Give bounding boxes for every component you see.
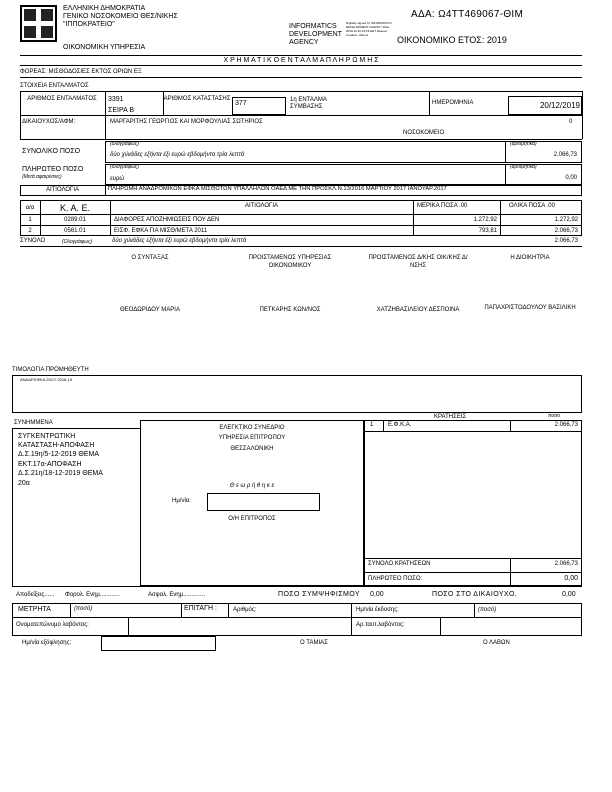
lavon-label: Ο ΛΑΒΩΝ (483, 640, 510, 646)
theorithike: Θ ε ω ρ ή θ η κ ε (229, 483, 275, 489)
row-aitiologia: ΕΙΣΦ. ΕΦΚΑ ΓΙΑ ΜΙΣΘ/ΜΕΤΑ 2011 (114, 228, 208, 234)
epitagi-label: ΕΠΙΤΑΓΗ : (184, 605, 217, 612)
org-line-2: ΓΕΝΙΚΟ ΝΟΣΟΚΟΜΕΙΟ ΘΕΣ/ΝΙΚΗΣ (63, 13, 178, 20)
signature-title-1: Ο ΣΥΝΤΑΞΑΣ (131, 255, 169, 261)
asfal-enim: Ασφαλ. Ενημ............. (148, 592, 205, 598)
dikaiouxos-value: ΜΑΡΓΑΡΙΤΗΣ ΓΕΩΡΓΙΟΣ ΚΑΙ ΜΟΡΦΟΥΛΙΑΣ ΣΩΤΗΡΙΟΣ (110, 119, 263, 125)
signature-name-3: ΧΑΤΖΗΒΑΣΙΛΕΙΟΥ ΔΕΣΠΟΙΝΑ (376, 307, 460, 313)
document-title: Χ Ρ Η Μ Α Τ Ι Κ Ο Ε Ν Τ Α Λ Μ Α Π Λ Η Ρ Ω Μ Η Σ (223, 57, 379, 64)
signature-name-2: ΠΕΤΚΑΡΗΣ ΚΩΝ/ΝΟΣ (259, 307, 321, 313)
pliroteo-final-value: 0,00 (564, 575, 578, 582)
imnia-field[interactable] (207, 493, 320, 511)
kratisi-amount: 2.066,73 (554, 422, 578, 428)
col-merika-header: ΜΕΡΙΚΑ ΠΟΣΑ .00 (417, 203, 468, 209)
kratisi-name: Ε.Φ.Κ.Α. (388, 422, 412, 428)
dikaiouxos-label: ΔΙΚΑΙΟΥΧΟΣ/ΑΦΜ: (22, 119, 76, 125)
attachment-3: Δ.Σ.19η/5-12-2019 ΘΕΜΑ (18, 451, 99, 458)
signature-title-2: ΠΡΟΙΣΤΑΜΕΝΟΣ ΥΠΗΡΕΣΙΑΣ ΟΙΚΟΝΟΜΙΚΟΥ (248, 255, 332, 269)
date-value: 20/12/2019 (539, 101, 580, 110)
pliroteo-words: ευρώ (110, 176, 125, 182)
stoixeia-label: ΣΤΟΙΧΕΙΑ ΕΝΤΑΛΜΑΤΟΣ (20, 83, 89, 89)
col-aa-header: α/α (25, 205, 35, 211)
elegktiko-line-2: ΥΠΗΡΕΣΙΑ ΕΠΙΤΡΟΠΟΥ (218, 435, 286, 441)
kratisi-aa: 1 (370, 422, 374, 428)
pliroteo-label: ΠΛΗΡΩΤΕΟ ΠΟΣΟ (22, 166, 84, 173)
pliroteo-arithmitika-label: (αριθμητικά) (510, 164, 537, 170)
epitagi-poso-label: (ποσό) (478, 607, 497, 613)
pliroteo-olografos-label: (ολογράφως) (110, 164, 139, 170)
metrita-label: ΜΕΤΡΗΤΑ (18, 606, 51, 613)
service-name: ΟΙΚΟΝΟΜΙΚΗ ΥΠΗΡΕΣΙΑ (63, 44, 146, 51)
pliroteo-number: 0,00 (565, 175, 577, 181)
imnia-label: Ημ/νία: (172, 498, 191, 504)
publisher-line-2: DEVELOPMENT (289, 31, 342, 38)
poso-label: ποσό (548, 413, 561, 419)
synolo-words: δύο χιλιάδες εξήντα έξι ευρώ εβδομήντα τρία λεπτά (112, 238, 247, 244)
publisher-line-1: INFORMATICS (289, 23, 337, 30)
arithmos-entalmatos-label: ΑΡΙΘΜΟΣ ΕΝΤΑΛΜΑΤΟΣ (27, 96, 97, 102)
arithmos-entalmatos-value: 3391 (108, 96, 124, 103)
poso-symfimismou-label: ΠΟΣΟ ΣΥΜΨΗΦΙΣΜΟΥ (278, 591, 360, 598)
aitiologia-value: ΠΛΗΡΩΜΗ ΑΝΑΔΡΟΜΙΚΩΝ ΕΦΚΑ ΜΙΣΘΩΤΩΝ ΥΠΑΛΛΗΛΩΝ ΟΑΕΔ ΜΕ ΤΗΝ ΠΡΟΣΚΛ.Ν.13/2016 ΜΑΡΤΙΟΥ 2017 ΙΑΝΟΥΑΡ.2017 (108, 186, 447, 192)
timologia-value: ΑΝΑΔΡ.ΕΦΚΑ 2017/ 2018-19 (20, 377, 73, 382)
synolo-kratiseon-value: 2.066,73 (554, 561, 578, 567)
signature-name-4: ΠΑΠΑΧΡΙΣΤΟΔΟΥΛΟΥ ΒΑΣΙΛΙΚΗ (484, 305, 576, 311)
col-kae-header: Κ. Α. Ε. (59, 203, 90, 213)
arithmos-katastasis-label: ΑΡΙΘΜΟΣ ΚΑΤΑΣΤΑΣΗΣ (163, 96, 231, 102)
synolo-number: 2.066,73 (554, 238, 578, 244)
signature-title-3: ΠΡΟΙΣΤΑΜΕΝΟΣ Δ/ΚΗΣ ΟΙΚ/ΚΗΣ Δ/ΝΣΗΣ (368, 255, 468, 269)
kratiseis-label: ΚΡΑΤΗΣΕΙΣ (434, 414, 467, 420)
row-aa: 2 (28, 228, 32, 234)
arithmos-label: Αριθμός: (233, 607, 257, 613)
cross-logo-icon (22, 7, 55, 40)
apodeixeis: Αποδείξεις...... (16, 592, 55, 598)
col-olika-header: ΟΛΙΚΑ ΠΟΣΑ .00 (509, 203, 555, 209)
seira: ΣΕΙΡΑ Β (108, 107, 134, 114)
attachment-1: ΣΥΓΚΕΝΤΡΩΤΙΚΗ (18, 433, 76, 440)
synolo-kratiseon-label: ΣΥΝΟΛΟ ΚΡΑΤΗΣΕΩΝ (368, 561, 431, 567)
onomateponimo-label: Ονοματεπώνυμο λαβόντος: (16, 622, 89, 628)
synoliko-label: ΣΥΝΟΛΙΚΟ ΠΟΣΟ (22, 148, 81, 155)
foral-enim: Φορολ. Ενημ............ (65, 592, 120, 598)
symvasi-label: 1η ΕΝΤΑΛΜΑ ΣΥΜΒΑΣΗΣ (290, 97, 327, 110)
date-label: ΗΜΕΡΟΜΗΝΙΑ (432, 100, 474, 106)
nosokomeio: ΝΟΣΟΚΟΜΕΙΟ (403, 130, 445, 136)
elegktiko-line-3: ΘΕΣΣΑΛΟΝΙΚΗ (230, 446, 274, 452)
row-merika: 793,81 (478, 228, 497, 234)
row-aitiologia: ΔΙΑΦΟΡΕΣ ΑΠΟΖΗΜΙΩΣΕΙΣ ΠΟΥ ΔΕΝ (114, 217, 220, 223)
fiscal-year: ΟΙΚΟΝΟΜΙΚΟ ΕΤΟΣ: 2019 (397, 35, 507, 45)
ada-number: ΑΔΑ: Ω4ΤΤ469067-ΘΙΜ (411, 9, 524, 20)
publisher-line-3: AGENCY (289, 39, 319, 46)
row-olika: 2.066,73 (554, 228, 578, 234)
epitropos: Ο/Η ΕΠΙΤΡΟΠΟΣ (228, 516, 276, 522)
org-line-3: "ΙΠΠΟΚΡΑΤΕΙΟ" (63, 21, 115, 28)
col-aitiologia-header: ΑΙΤΙΟΛΟΓΙΑ (244, 203, 279, 209)
row-olika: 1.272,92 (554, 217, 578, 223)
ar-taut-label: Αρ.ταυτ.λαβόντος: (356, 622, 405, 628)
timologia-label: ΤΙΜΟΛΟΓΙΑ ΠΡΟΜΗΘΕΥΤΗ (12, 367, 89, 373)
attachment-4: ΕΚΤ.17α-ΑΠΟΦΑΣΗ (18, 461, 82, 468)
synolo-label: ΣΥΝΟΛΟ (20, 238, 46, 244)
hospital-logo (20, 5, 57, 42)
poso-dikaiouxo-label: ΠΟΣΟ ΣΤΟ ΔΙΚΑΙΟΥΧΟ. (432, 591, 518, 598)
aitiologia-label: ΑΙΤΙΟΛΟΓΙΑ (45, 187, 80, 193)
digital-signature-caption: Digitally signed by INFORMATICS DEVELOPMENT AGENCY Date: 2019.12.20 15:19 EET Reason: Location: Athens (346, 21, 392, 37)
pliroteo-final-label: ΠΛΗΡΩΤΕΟ ΠΟΣΟ: (368, 576, 423, 582)
dikaiouxos-zero: 0 (569, 119, 573, 125)
row-kae: 0561.01 (64, 228, 86, 234)
metrita-poso-label: (ποσό) (74, 606, 93, 612)
synoliko-olografos-label: (ολογράφως) (110, 141, 139, 147)
poso-dikaiouxo-value: 0,00 (562, 591, 576, 598)
signature-title-4: Η ΔΙΟΙΚΗΤΡΙΑ (510, 255, 550, 261)
tamias-label: Ο ΤΑΜΙΑΣ (300, 640, 328, 646)
arithmos-katastasis-value: 377 (235, 100, 247, 107)
synoliko-number: 2.066,73 (553, 152, 577, 158)
org-line-1: ΕΛΛΗΝΙΚΗ ΔΗΜΟΚΡΑΤΙΑ (63, 5, 146, 12)
elegktiko-line-1: ΕΛΕΓΚΤΙΚΟ ΣΥΝΕΔΡΙΟ (219, 425, 285, 431)
attachment-6: 20α (18, 480, 30, 487)
attachment-5: Δ.Σ.21η/18-12-2019 ΘΕΜΑ (18, 470, 103, 477)
signature-name-1: ΘΕΟΔΩΡΙΔΟΥ ΜΑΡΙΑ (120, 307, 180, 313)
synimmena-label: ΣΥΝΗΜΜΕΝΑ (14, 420, 53, 426)
row-kae: 0289.01 (64, 217, 86, 223)
row-aa: 1 (28, 217, 32, 223)
poso-symfimismou-value: 0,00 (370, 591, 384, 598)
imnia-exoflisis-label: Ημ/νία εξόφλησης: (22, 640, 72, 646)
row-merika: 1.272,92 (473, 217, 497, 223)
foreas-label: ΦΟΡΕΑΣ: ΜΙΣΘΟΔΟΣΙΕΣ ΕΚΤΟΣ ΟΡΙΩΝ ΕΞ (20, 69, 142, 75)
synolo-olografos-label: (Ολογράφως) (62, 239, 93, 245)
synoliko-words: δύο χιλιάδες εξήντα έξι ευρώ εβδομήντα τρία λεπτά (110, 152, 245, 158)
synoliko-arithmitika-label: (αριθμητικά) (510, 141, 537, 147)
pliroteo-sub: (Μετά αφαιρέσεις) (22, 174, 62, 180)
imnia-ekdosis-label: Ημ/νία έκδοσης: (356, 607, 399, 613)
attachment-2: ΚΑΤΑΣΤΑΣΗ-ΑΠΟΦΑΣΗ (18, 442, 95, 449)
imnia-exoflisis-field[interactable] (101, 636, 216, 651)
